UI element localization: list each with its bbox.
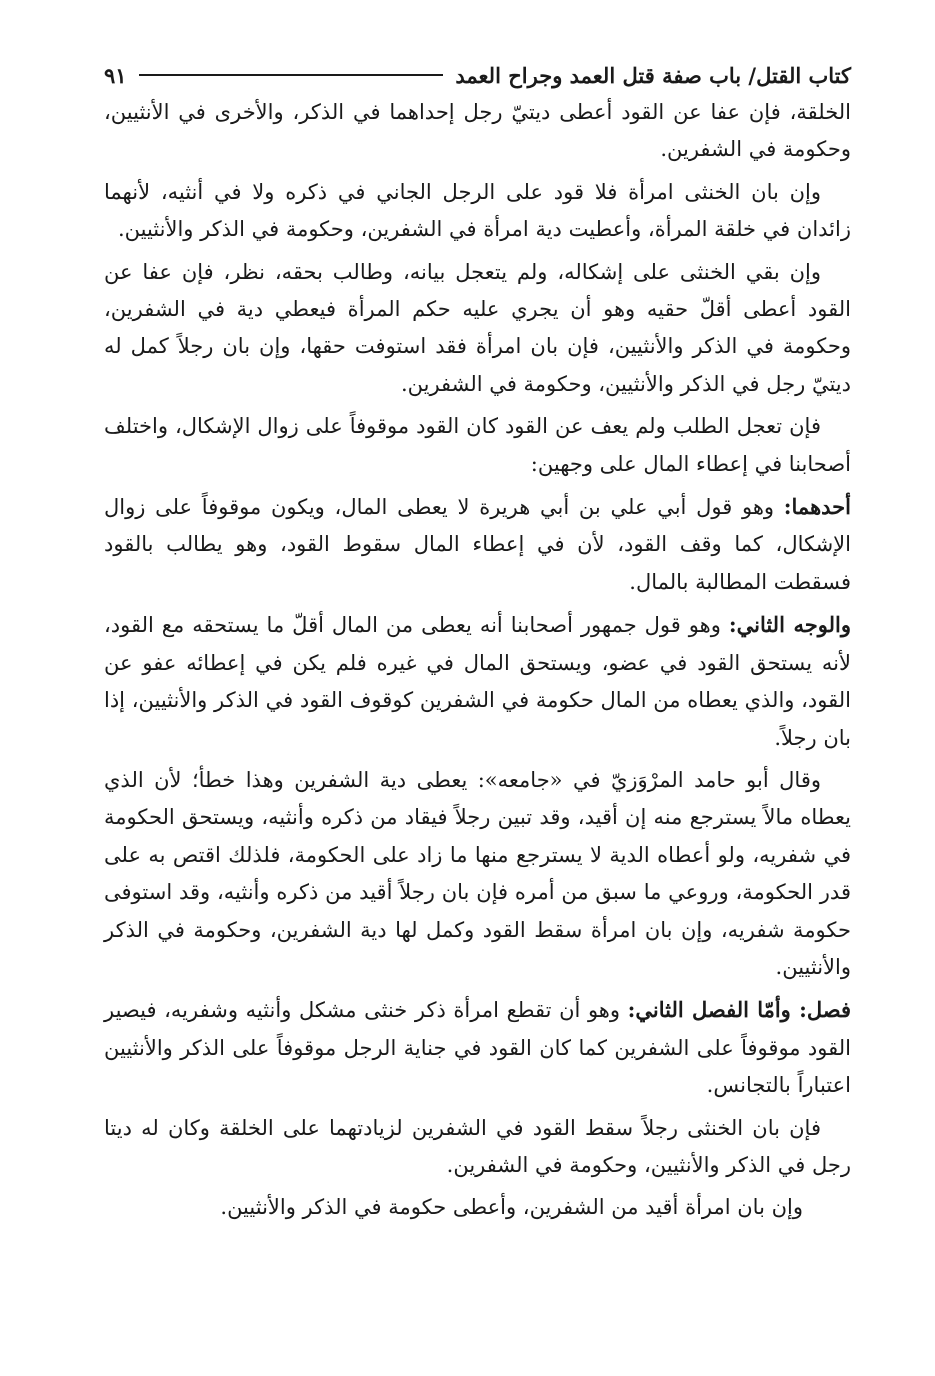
paragraph-text: الخلقة، فإن عفا عن القود أعطى ديتيّ رجل إحداهما في الذكر، والأخرى في الأنثيين، وحكومة في الشفرين. bbox=[104, 100, 851, 162]
section-heading: فصل: وأمّا الفصل الثاني: bbox=[627, 997, 851, 1023]
paragraph bbox=[104, 174, 851, 249]
section-paragraph bbox=[104, 991, 851, 1104]
paragraph bbox=[104, 408, 851, 483]
paragraph-text: وقال أبو حامد المرْوَزيّ في «جامعه»: يعطى دية الشفرين وهذا خطأ؛ لأن الذي يعطاه مالاً يسترجع منه إن أقيد، وقد تبين رجلاً فيقاد من ذكره وأنثيه، ويستحق الحكومة في شفريه، ولو أعطاه الدية لا يسترجع منها ما زاد على الحكومة، فلذلك اقتص به على قدر الحكومة، وروعي ما سبق من أمره فإن بان رجلاً أقيد من ذكره وأنثيه، وقد استوفى حكومة شفريه، وإن بان امرأة سقط القود وكمل لها دية الشفرين، وحكومة في الذكر والأنثيين. bbox=[104, 767, 851, 979]
page-number: ٩١ bbox=[104, 62, 127, 88]
paragraph bbox=[104, 254, 851, 404]
header-rule bbox=[139, 74, 444, 76]
paragraph bbox=[104, 762, 851, 986]
paragraph-text: فإن بان الخنثى رجلاً سقط القود في الشفرين لزيادتهما على الخلقة وكان له ديتا رجل في الذكر والأنثيين، وحكومة في الشفرين. bbox=[104, 1115, 851, 1177]
paragraph-text: وإن بقي الخنثى على إشكاله، ولم يتعجل بيانه، وطالب بحقه، نظر، فإن عفا عن القود أعطى أقلّ حقيه وهو أن يجري عليه حكم المرأة فيعطي دية في الشفرين، وحكومة في الذكر والأنثيين، فإن بان امرأة فقد استوفت حقها، وإن بان رجلاً كمل له ديتيّ رجل في الذكر والأنثيين، وحكومة في الشفرين. bbox=[104, 259, 851, 396]
paragraph bbox=[104, 1110, 851, 1185]
paragraph-text: وإن بان الخنثى امرأة فلا قود على الرجل الجاني في ذكره ولا في أنثيه، لأنهما زائدان في خلقة المرأة، وأعطيت دية امرأة في الشفرين، وحكومة في الذكر والأنثيين. bbox=[104, 179, 851, 242]
running-header bbox=[104, 58, 851, 92]
paragraph-text: وهو قول أبي علي بن أبي هريرة لا يعطى المال، ويكون موقوفاً على زوال الإشكال، كما وقف القود، لأن في إعطاء المال سقوط القود، وهو يطالب بالقود فسقطت المطالبة بالمال. bbox=[104, 495, 851, 594]
paragraph bbox=[104, 488, 851, 601]
paragraph bbox=[104, 94, 851, 169]
paragraph bbox=[104, 1189, 851, 1226]
paragraph bbox=[104, 606, 851, 757]
paragraph-text: وهو أن تقطع امرأة ذكر خنثى مشكل وأنثيه وشفريه، فيصير القود موقوفاً على الشفرين كما كان القود في جناية الرجل موقوفاً على الذكر والأنثيين اعتباراً بالتجانس. bbox=[104, 998, 851, 1098]
paragraph-text: فإن تعجل الطلب ولم يعف عن القود كان القود موقوفاً على زوال الإشكال، واختلف أصحابنا في إعطاء المال على وجهين: bbox=[104, 414, 851, 476]
chapter-title: كتاب القتل/ باب صفة قتل العمد وجراح العمد bbox=[455, 62, 851, 88]
paragraph-lead: أحدهما: bbox=[783, 494, 851, 520]
paragraph-lead: والوجه الثاني: bbox=[728, 612, 851, 638]
paragraph-text: وهو قول جمهور أصحابنا أنه يعطى من المال أقلّ ما يستحقه مع القود، لأنه يستحق القود في عضو، ويستحق المال في غيره فلم يكن في إعطائه عفو عن القود، والذي يعطاه من المال حكومة في الشفرين كوقوف القود في الذكر والأنثيين، إذا بان رجلاً. bbox=[104, 613, 851, 750]
paragraph-text: وإن بان امرأة أقيد من الشفرين، وأعطى حكومة في الذكر والأنثيين. bbox=[220, 1195, 803, 1220]
